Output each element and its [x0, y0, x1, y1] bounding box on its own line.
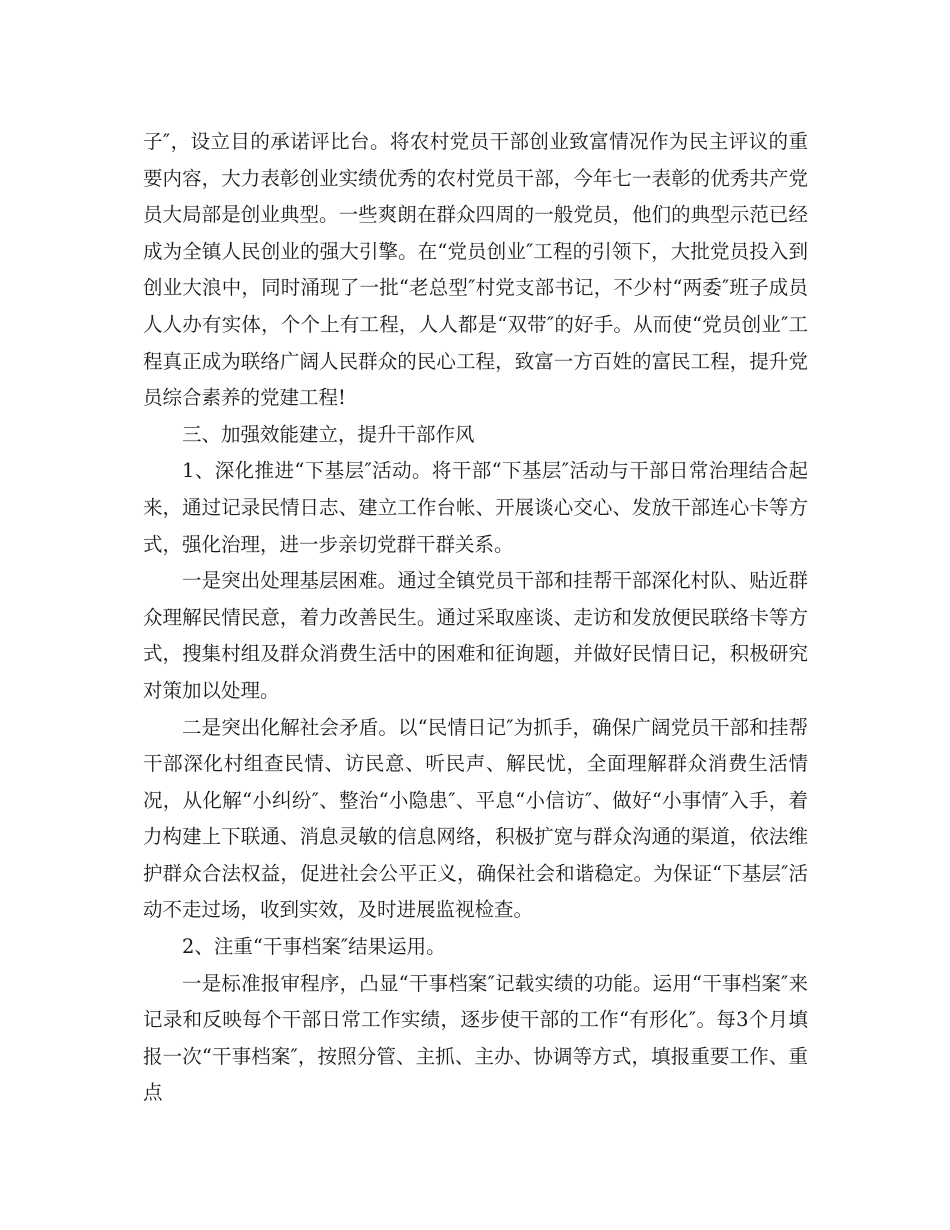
paragraph-point-2: 二是突出化解社会矛盾。以“民情日记″为抓手，确保广阔党员干部和挂帮干部深化村组查民情、访民意、听民声、解民忧，全面理解群众消费生活情况，从化解“小纠纷″、整治“小隐患″、平息“小信访″、做好“小事情″入手，着力构建上下联通、消息灵敏的信息网络，积极扩宽与群众沟通的渠道，依法维护群众合法权益，促进社会公平正义，确保社会和谐稳定。为保证“下基层″活动不走过场，收到实效，及时进展监视检查。: [143, 715, 808, 922]
paragraph-point-1: 一是突出处理基层困难。通过全镇党员干部和挂帮干部深化村队、贴近群众理解民情民意，着力改善民生。通过采取座谈、走访和发放便民联络卡等方式，搜集村组及群众消费生活中的困难和征询题，并做好民情日记，积极研究对策加以处理。: [143, 569, 808, 702]
paragraph-item-2: 2、注重“干事档案″结果运用。: [182, 935, 446, 959]
section-heading-3: 三、加强效能建立，提升干部作风: [182, 422, 475, 446]
paragraph-continued: 子″，设立目的承诺评比台。将农村党员干部创业致富情况作为民主评议的重要内容，大力表彰创业实绩优秀的农村党员干部，今年七一表彰的优秀共产党员大局部是创业典型。一些爽朗在群众四周的一般党员，他们的典型示范已经成为全镇人民创业的强大引擎。在“党员创业″工程的引领下，大批党员投入到创业大浪中，同时涌现了一批“老总型″村党支部书记，不少村“两委″班子成员人人办有实体，个个上有工程，人人都是“双带″的好手。从而使“党员创业″工程真正成为联络广阔人民群众的民心工程，致富一方百姓的富民工程，提升党员综合素养的党建工程!: [143, 130, 808, 410]
document-body: [143, 124, 808, 1112]
paragraph-item-1: 1、深化推进“下基层″活动。将干部“下基层″活动与干部日常治理结合起来，通过记录民情日志、建立工作台帐、开展谈心交心、发放干部连心卡等方式，强化治理，进一步亲切党群干群关系。: [143, 459, 808, 556]
paragraph-point-3: 一是标准报审程序，凸显“干事档案″记载实绩的功能。运用“干事档案″来记录和反映每个干部日常工作实绩，逐步使干部的工作“有形化″。每3个月填报一次“干事档案″，按照分管、主抓、主办、协调等方式，填报重要工作、重点: [143, 971, 808, 1105]
